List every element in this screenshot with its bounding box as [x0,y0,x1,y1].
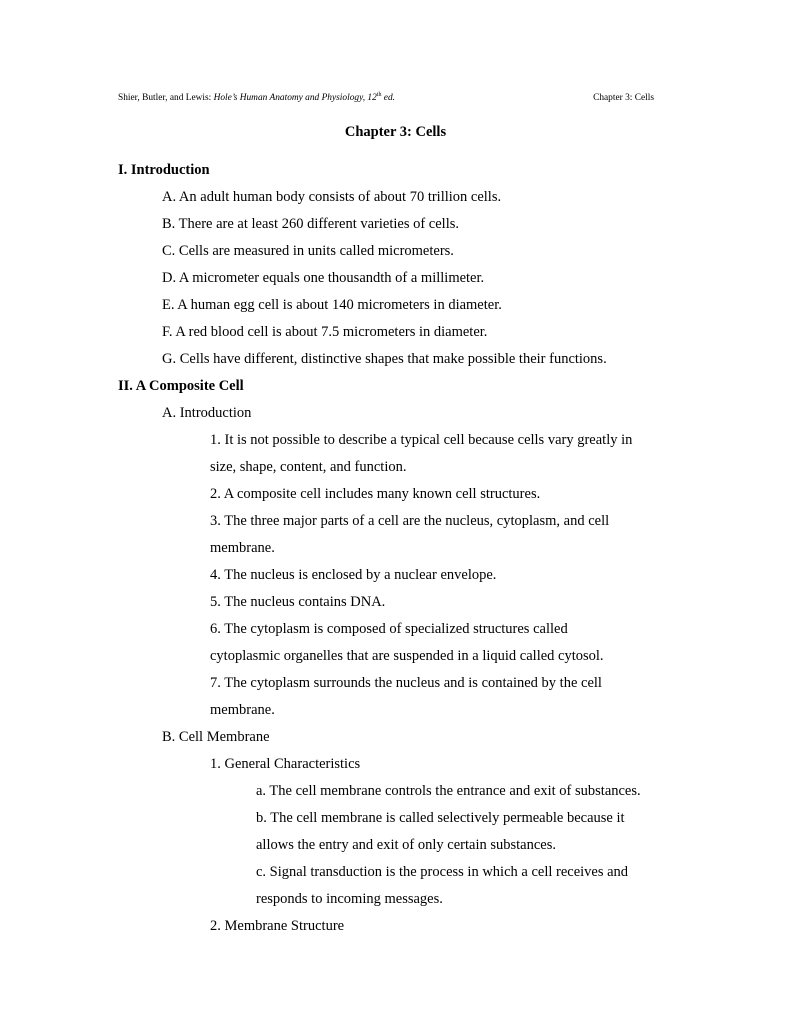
outline-line: 4. The nucleus is enclosed by a nuclear envelope. [210,567,497,583]
outline-line: b. The cell membrane is called selectively permeable because it [256,810,625,826]
outline-line: responds to incoming messages. [256,891,443,907]
header-authors: Shier, Butler, and Lewis: [118,93,214,103]
outline-line: D. A micrometer equals one thousandth of a millimeter. [162,270,485,286]
page-title: Chapter 3: Cells [344,124,447,140]
outline-line: a. The cell membrane controls the entrance and exit of substances. [256,783,641,799]
outline-line: size, shape, content, and function. [210,459,407,475]
outline-line: C. Cells are measured in units called micrometers. [162,243,454,259]
header-book-title: Hole’s Human Anatomy and Physiology [213,93,363,103]
outline-line: membrane. [210,702,275,718]
outline-line: F. A red blood cell is about 7.5 micrometers in diameter. [162,324,488,340]
outline-line: I. Introduction [118,162,210,178]
outline-line: allows the entry and exit of only certain substances. [256,837,556,853]
outline-line: cytoplasmic organelles that are suspended in a liquid called cytosol. [210,648,604,664]
outline-line: 1. General Characteristics [210,756,361,772]
outline-line: 2. Membrane Structure [210,918,345,934]
header-edition-sup: th [376,92,382,98]
outline-line: A. An adult human body consists of about 70 trillion cells. [162,189,502,205]
outline-line: E. A human egg cell is about 140 micrometers in diameter. [162,297,502,313]
outline-line: c. Signal transduction is the process in which a cell receives and [256,864,629,880]
outline-line: A. Introduction [162,405,252,421]
outline-line: II. A Composite Cell [118,378,244,394]
header-edition-suffix: ed. [381,93,395,103]
outline-line: 6. The cytoplasm is composed of specialized structures called [210,621,568,637]
outline-line: membrane. [210,540,275,556]
outline-line: 5. The nucleus contains DNA. [210,594,386,610]
outline-line: 3. The three major parts of a cell are the nucleus, cytoplasm, and cell [210,513,610,529]
outline-line: 2. A composite cell includes many known cell structures. [210,486,541,502]
outline-line: G. Cells have different, distinctive shapes that make possible their functions. [162,351,607,367]
outline-line: 1. It is not possible to describe a typical cell because cells vary greatly in [210,432,633,448]
outline-body [0,157,791,940]
outline-line: B. Cell Membrane [162,729,270,745]
header-citation [118,92,395,104]
outline-line: 7. The cytoplasm surrounds the nucleus and is contained by the cell [210,675,602,691]
outline-line: B. There are at least 260 different varieties of cells. [162,216,459,232]
header-edition-prefix: , 12 [362,93,377,103]
header-chapter: Chapter 3: Cells [593,93,654,103]
